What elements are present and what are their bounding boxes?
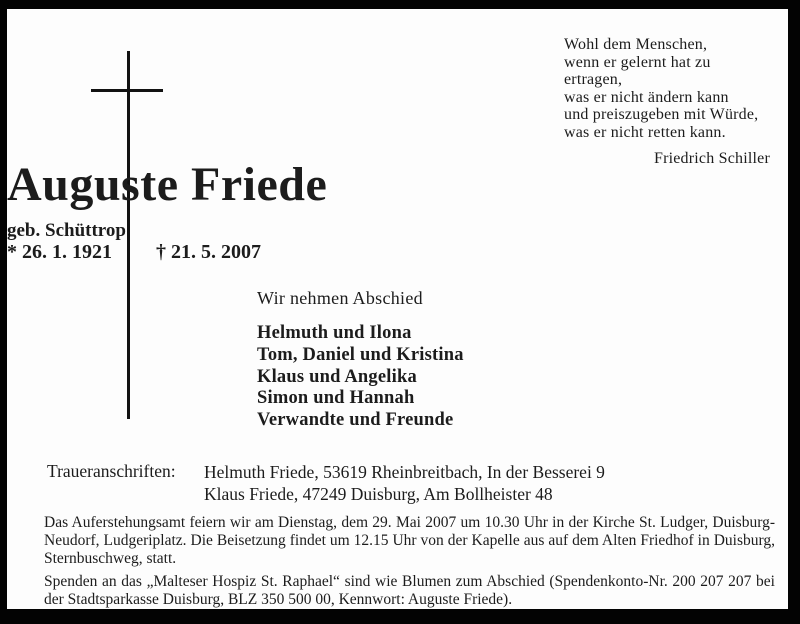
death-date: † 21. 5. 2007 xyxy=(156,241,261,263)
quote-line: wenn er gelernt hat zu ertragen, xyxy=(564,53,711,89)
obituary-paper xyxy=(7,9,788,609)
donation-details-paragraph: Spenden an das „Malteser Hospiz St. Raphael“ sind wie Blumen zum Abschied (Spendenkonto-Nr. 200 207 207 bei der Stadtsparkasse Duisburg, BLZ 350 500 00, Kennwort: Auguste Friede). xyxy=(44,573,775,609)
quote-line: und preiszugeben mit Würde, xyxy=(564,106,759,124)
addresses-list xyxy=(204,461,605,505)
mourner-name: Klaus und Angelika xyxy=(257,366,417,387)
address-line: Klaus Friede, 47249 Duisburg, Am Bollheister 48 xyxy=(204,484,553,504)
quote-line: was er nicht ändern kann xyxy=(564,88,729,106)
address-line: Helmuth Friede, 53619 Rheinbreitbach, In der Besserei 9 xyxy=(204,462,605,482)
mourner-name: Tom, Daniel und Kristina xyxy=(257,344,464,365)
quote-line: was er nicht retten kann. xyxy=(564,123,726,141)
service-details-paragraph: Das Auferstehungsamt feiern wir am Dienstag, dem 29. Mai 2007 um 10.30 Uhr in der Kirche St. Ludger, Duisburg-Neudorf, Ludgeriplatz. Die Beisetzung findet um 12.15 Uhr von der Kapelle aus auf dem Alten Friedhof in Duisburg, Sternbuschweg, statt. xyxy=(44,514,775,568)
life-dates xyxy=(7,241,788,264)
mourner-name: Verwandte und Freunde xyxy=(257,410,454,431)
addresses-label: Traueranschriften: xyxy=(47,461,176,481)
epigraph-quote xyxy=(564,36,772,167)
memorial-cross-icon-horizontal-bar xyxy=(91,89,163,92)
quote-line: Wohl dem Menschen, xyxy=(564,36,708,53)
maiden-name: geb. Schüttrop xyxy=(7,220,126,241)
farewell-line: Wir nehmen Abschied xyxy=(257,288,423,308)
quote-attribution: Friedrich Schiller xyxy=(653,149,770,167)
birth-date: * 26. 1. 1921 xyxy=(7,241,112,263)
mourner-name: Helmuth und Ilona xyxy=(257,323,412,343)
deceased-name: Auguste Friede xyxy=(7,158,328,211)
mourners-list xyxy=(257,323,464,432)
mourner-name: Simon und Hannah xyxy=(257,388,415,409)
